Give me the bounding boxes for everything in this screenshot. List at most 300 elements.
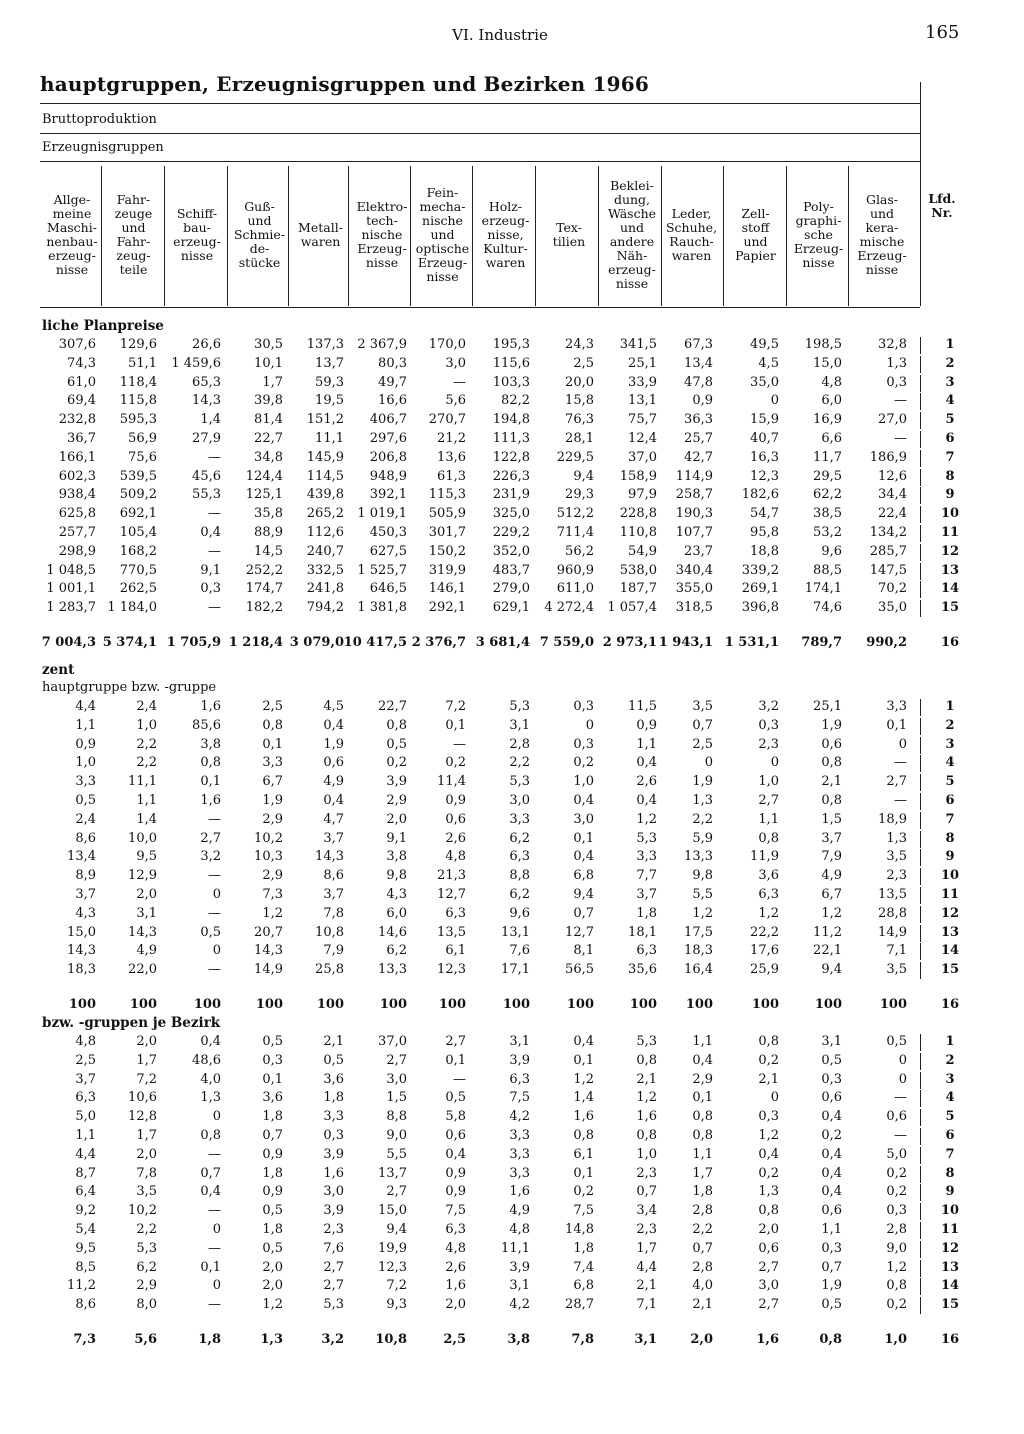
table-cell: 3,0 bbox=[573, 812, 594, 827]
row-number: 9 bbox=[945, 1184, 955, 1199]
table-cell: 146,1 bbox=[428, 581, 466, 596]
table-cell: 0,5 bbox=[386, 737, 407, 752]
table-cell: 81,4 bbox=[254, 412, 283, 427]
row-number: 6 bbox=[945, 431, 955, 446]
table-cell: 7,5 bbox=[445, 1203, 466, 1218]
table-cell: 483,7 bbox=[492, 563, 530, 578]
column-header: Tex- tilien bbox=[552, 220, 586, 249]
table-cell: 65,3 bbox=[192, 375, 221, 390]
table-cell: 115,8 bbox=[119, 393, 157, 408]
table-cell: 6,3 bbox=[75, 1090, 96, 1105]
table-cell: 0,4 bbox=[692, 1053, 713, 1068]
table-cell: 8,6 bbox=[75, 831, 96, 846]
table-cell: 0 bbox=[212, 1278, 221, 1293]
table-total-row bbox=[0, 996, 1000, 1014]
table-cell: 0,5 bbox=[821, 1053, 842, 1068]
table-cell: 9,6 bbox=[509, 906, 530, 921]
table-cell: 7,8 bbox=[323, 906, 344, 921]
table-cell: 1 218,4 bbox=[228, 635, 283, 650]
table-cell: 21,2 bbox=[437, 431, 466, 446]
table-cell: 3,7 bbox=[636, 887, 657, 902]
table-cell: 2,0 bbox=[262, 1278, 283, 1293]
table-cell: 292,1 bbox=[428, 600, 466, 615]
table-cell: 28,8 bbox=[878, 906, 907, 921]
table-cell: 9,8 bbox=[692, 868, 713, 883]
table-cell: 103,3 bbox=[492, 375, 530, 390]
table-cell: 0,9 bbox=[445, 1184, 466, 1199]
table-cell: 2,0 bbox=[136, 1147, 157, 1162]
table-cell: 9,1 bbox=[386, 831, 407, 846]
column-header: Poly- graphi- sche Erzeug- nisse bbox=[793, 199, 844, 270]
table-cell: 37,0 bbox=[378, 1034, 407, 1049]
table-cell: 0,8 bbox=[386, 718, 407, 733]
table-cell: 12,8 bbox=[128, 1109, 157, 1124]
rule bbox=[920, 718, 921, 735]
table-row bbox=[0, 830, 1000, 848]
table-cell: 2,7 bbox=[386, 1184, 407, 1199]
table-cell: 339,2 bbox=[741, 563, 779, 578]
table-cell: 646,5 bbox=[369, 581, 407, 596]
table-cell: 0,8 bbox=[821, 755, 842, 770]
table-cell: 9,3 bbox=[386, 1297, 407, 1312]
table-cell: 23,7 bbox=[684, 544, 713, 559]
rule bbox=[920, 487, 921, 504]
table-cell: 3,1 bbox=[821, 1034, 842, 1049]
rule bbox=[920, 1203, 921, 1220]
table-cell: 0,5 bbox=[262, 1241, 283, 1256]
table-cell: 18,8 bbox=[750, 544, 779, 559]
table-cell: 9,5 bbox=[136, 849, 157, 864]
table-cell: 206,8 bbox=[369, 450, 407, 465]
table-cell: 4 272,4 bbox=[544, 600, 594, 615]
table-cell: 147,5 bbox=[869, 563, 907, 578]
table-cell: 0,9 bbox=[445, 1166, 466, 1181]
table-cell: 258,7 bbox=[675, 487, 713, 502]
table-cell: 2,0 bbox=[445, 1297, 466, 1312]
table-cell: 8,0 bbox=[136, 1297, 157, 1312]
table-cell: 7,2 bbox=[445, 699, 466, 714]
section-heading: liche Planpreise bbox=[42, 318, 164, 334]
table-cell: 2,2 bbox=[692, 1222, 713, 1237]
table-cell: 0,5 bbox=[262, 1034, 283, 1049]
column-separator bbox=[661, 166, 662, 306]
table-cell: 129,6 bbox=[119, 337, 157, 352]
table-cell: 100 bbox=[379, 997, 407, 1012]
table-cell: 1,0 bbox=[573, 774, 594, 789]
table-cell: 1,2 bbox=[636, 812, 657, 827]
table-cell: 1,6 bbox=[445, 1278, 466, 1293]
table-cell: — bbox=[894, 755, 907, 770]
table-cell: 5,3 bbox=[323, 1297, 344, 1312]
table-cell: — bbox=[453, 375, 466, 390]
table-cell: 0 bbox=[212, 1222, 221, 1237]
table-cell: 3,5 bbox=[886, 849, 907, 864]
table-cell: 2,8 bbox=[886, 1222, 907, 1237]
label-bruttoproduktion: Bruttoproduktion bbox=[42, 112, 157, 127]
table-cell: 539,5 bbox=[119, 469, 157, 484]
table-cell: 1,0 bbox=[136, 718, 157, 733]
table-cell: 0,4 bbox=[636, 793, 657, 808]
table-cell: 25,9 bbox=[750, 962, 779, 977]
table-cell: 0,1 bbox=[573, 1166, 594, 1181]
table-row bbox=[0, 1146, 1000, 1164]
table-cell: 4,5 bbox=[758, 356, 779, 371]
table-cell: 1,4 bbox=[136, 812, 157, 827]
table-cell: 11,1 bbox=[501, 1241, 530, 1256]
column-header: Zell- stoff und Papier bbox=[735, 206, 776, 263]
column-separator bbox=[348, 166, 349, 306]
table-cell: 27,9 bbox=[192, 431, 221, 446]
section-heading: zent bbox=[42, 662, 75, 678]
row-number: 11 bbox=[940, 1222, 960, 1237]
table-cell: 5,6 bbox=[445, 393, 466, 408]
table-cell: 36,7 bbox=[67, 431, 96, 446]
rule bbox=[920, 337, 921, 354]
rule bbox=[920, 450, 921, 467]
table-cell: 7,9 bbox=[323, 943, 344, 958]
table-cell: 0,2 bbox=[758, 1053, 779, 1068]
table-cell: 9,4 bbox=[573, 887, 594, 902]
table-row bbox=[0, 449, 1000, 467]
table-cell: 100 bbox=[129, 997, 157, 1012]
table-cell: 948,9 bbox=[369, 469, 407, 484]
table-cell: 1,8 bbox=[262, 1222, 283, 1237]
table-cell: — bbox=[208, 450, 221, 465]
table-cell: 20,0 bbox=[565, 375, 594, 390]
table-cell: 2,1 bbox=[821, 774, 842, 789]
table-cell: 2,8 bbox=[692, 1260, 713, 1275]
table-cell: 6,1 bbox=[445, 943, 466, 958]
table-cell: 0,2 bbox=[386, 755, 407, 770]
table-cell: 1,3 bbox=[692, 793, 713, 808]
table-cell: 0,8 bbox=[821, 793, 842, 808]
table-cell: 341,5 bbox=[619, 337, 657, 352]
table-cell: 0,6 bbox=[445, 1128, 466, 1143]
table-cell: 2,3 bbox=[636, 1166, 657, 1181]
table-cell: 4,9 bbox=[323, 774, 344, 789]
table-cell: 938,4 bbox=[58, 487, 96, 502]
row-number: 1 bbox=[945, 699, 955, 714]
table-cell: 0,8 bbox=[200, 1128, 221, 1143]
table-cell: 13,3 bbox=[684, 849, 713, 864]
table-cell: 3,3 bbox=[509, 1166, 530, 1181]
table-cell: 13,7 bbox=[378, 1166, 407, 1181]
table-cell: 4,8 bbox=[445, 1241, 466, 1256]
table-cell: 1 705,9 bbox=[166, 635, 221, 650]
table-cell: 0,7 bbox=[692, 718, 713, 733]
table-cell: 0,1 bbox=[200, 774, 221, 789]
row-number: 15 bbox=[940, 962, 960, 977]
table-cell: 0,7 bbox=[200, 1166, 221, 1181]
table-cell: 1,9 bbox=[821, 1278, 842, 1293]
table-cell: 0,2 bbox=[886, 1166, 907, 1181]
table-cell: 174,7 bbox=[245, 581, 283, 596]
rule bbox=[40, 133, 920, 134]
table-cell: 25,7 bbox=[684, 431, 713, 446]
table-cell: 16,4 bbox=[684, 962, 713, 977]
rule bbox=[920, 1147, 921, 1164]
rule bbox=[920, 82, 921, 306]
table-cell: 2,4 bbox=[75, 812, 96, 827]
table-cell: 7,5 bbox=[509, 1090, 530, 1105]
table-cell: 0 bbox=[770, 393, 779, 408]
table-cell: 3,8 bbox=[200, 737, 221, 752]
rule bbox=[920, 1090, 921, 1107]
table-cell: 11,4 bbox=[437, 774, 466, 789]
table-cell: 3,2 bbox=[758, 699, 779, 714]
table-cell: 0 bbox=[212, 1109, 221, 1124]
table-cell: 0,3 bbox=[886, 1203, 907, 1218]
table-row bbox=[0, 848, 1000, 866]
table-cell: 990,2 bbox=[866, 635, 907, 650]
table-cell: 9,4 bbox=[821, 962, 842, 977]
table-cell: 182,2 bbox=[245, 600, 283, 615]
table-cell: 3 079,0 bbox=[289, 635, 344, 650]
table-cell: 12,4 bbox=[628, 431, 657, 446]
table-cell: — bbox=[894, 1128, 907, 1143]
table-cell: 16,9 bbox=[813, 412, 842, 427]
table-cell: 70,2 bbox=[878, 581, 907, 596]
table-cell: 2,9 bbox=[136, 1278, 157, 1293]
table-cell: 8,8 bbox=[386, 1109, 407, 1124]
table-cell: 1,3 bbox=[886, 356, 907, 371]
table-cell: 74,3 bbox=[67, 356, 96, 371]
table-cell: 6,4 bbox=[75, 1184, 96, 1199]
table-cell: 0,9 bbox=[445, 793, 466, 808]
row-number: 3 bbox=[945, 1072, 955, 1087]
table-cell: 0,5 bbox=[886, 1034, 907, 1049]
table-cell: 2,0 bbox=[136, 887, 157, 902]
table-cell: 1,6 bbox=[323, 1166, 344, 1181]
table-cell: 9,2 bbox=[75, 1203, 96, 1218]
table-cell: 3,0 bbox=[509, 793, 530, 808]
table-cell: 118,4 bbox=[119, 375, 157, 390]
table-cell: 0,8 bbox=[636, 1053, 657, 1068]
table-cell: 0 bbox=[212, 887, 221, 902]
table-cell: 14,9 bbox=[254, 962, 283, 977]
table-cell: 42,7 bbox=[684, 450, 713, 465]
table-cell: 12,7 bbox=[437, 887, 466, 902]
table-cell: 1,8 bbox=[692, 1184, 713, 1199]
row-number: 5 bbox=[945, 412, 955, 427]
table-cell: 7,7 bbox=[636, 868, 657, 883]
table-cell: 5,6 bbox=[134, 1332, 157, 1347]
table-cell: 0,3 bbox=[886, 375, 907, 390]
table-cell: 8,6 bbox=[75, 1297, 96, 1312]
table-cell: 1,6 bbox=[636, 1109, 657, 1124]
table-cell: 6,3 bbox=[445, 906, 466, 921]
table-cell: 3,7 bbox=[323, 887, 344, 902]
table-cell: 13,4 bbox=[67, 849, 96, 864]
table-cell: 5,3 bbox=[509, 774, 530, 789]
table-cell: 0,2 bbox=[573, 755, 594, 770]
table-cell: 240,7 bbox=[306, 544, 344, 559]
table-cell: 1,2 bbox=[262, 906, 283, 921]
table-cell: 625,8 bbox=[58, 506, 96, 521]
table-cell: 4,9 bbox=[509, 1203, 530, 1218]
row-number: 8 bbox=[945, 831, 955, 846]
table-cell: 3,8 bbox=[507, 1332, 530, 1347]
table-cell: 0,8 bbox=[636, 1128, 657, 1143]
table-cell: 0 bbox=[770, 1090, 779, 1105]
table-cell: 15,0 bbox=[67, 925, 96, 940]
table-cell: 105,4 bbox=[119, 525, 157, 540]
rule bbox=[40, 307, 920, 308]
table-cell: 22,7 bbox=[254, 431, 283, 446]
table-row bbox=[0, 754, 1000, 772]
table-cell: 1,0 bbox=[884, 1332, 907, 1347]
table-cell: 36,3 bbox=[684, 412, 713, 427]
rule bbox=[920, 1297, 921, 1314]
rule bbox=[920, 393, 921, 410]
table-row bbox=[0, 1033, 1000, 1051]
table-cell: 14,3 bbox=[192, 393, 221, 408]
table-cell: 150,2 bbox=[428, 544, 466, 559]
row-number: 10 bbox=[940, 868, 960, 883]
table-cell: 0,4 bbox=[821, 1166, 842, 1181]
table-cell: 11,1 bbox=[315, 431, 344, 446]
table-cell: — bbox=[453, 737, 466, 752]
table-cell: 1,7 bbox=[692, 1166, 713, 1181]
table-cell: 3,3 bbox=[636, 849, 657, 864]
table-cell: 2,9 bbox=[262, 812, 283, 827]
table-cell: 319,9 bbox=[428, 563, 466, 578]
table-cell: 12,6 bbox=[878, 469, 907, 484]
table-cell: 0,5 bbox=[445, 1090, 466, 1105]
table-cell: 340,4 bbox=[675, 563, 713, 578]
table-cell: 770,5 bbox=[119, 563, 157, 578]
table-cell: 4,9 bbox=[136, 943, 157, 958]
table-cell: 3,6 bbox=[262, 1090, 283, 1105]
table-cell: 10,2 bbox=[128, 1203, 157, 1218]
table-cell: 0,3 bbox=[573, 699, 594, 714]
table-cell: 3,1 bbox=[634, 1332, 657, 1347]
row-number: 4 bbox=[945, 393, 955, 408]
table-cell: 0,4 bbox=[636, 755, 657, 770]
table-cell: 1 459,6 bbox=[171, 356, 221, 371]
table-cell: 2,7 bbox=[758, 1297, 779, 1312]
table-row bbox=[0, 1240, 1000, 1258]
table-cell: 0 bbox=[212, 943, 221, 958]
table-cell: 110,8 bbox=[619, 525, 657, 540]
table-cell: 35,0 bbox=[750, 375, 779, 390]
table-row bbox=[0, 886, 1000, 904]
rule bbox=[920, 831, 921, 848]
table-row bbox=[0, 1108, 1000, 1126]
table-cell: 0,2 bbox=[445, 755, 466, 770]
row-number: 9 bbox=[945, 487, 955, 502]
table-cell: — bbox=[208, 1241, 221, 1256]
table-cell: 4,2 bbox=[509, 1109, 530, 1124]
row-number: 12 bbox=[940, 1241, 960, 1256]
rule bbox=[920, 774, 921, 791]
table-cell: 0,5 bbox=[200, 925, 221, 940]
table-cell: 0,6 bbox=[323, 755, 344, 770]
table-cell: 7 004,3 bbox=[41, 635, 96, 650]
table-cell: 49,5 bbox=[750, 337, 779, 352]
table-cell: 450,3 bbox=[369, 525, 407, 540]
table-cell: 0,1 bbox=[200, 1260, 221, 1275]
table-cell: 4,4 bbox=[75, 699, 96, 714]
rule bbox=[920, 356, 921, 373]
table-cell: — bbox=[208, 868, 221, 883]
table-cell: 4,8 bbox=[75, 1034, 96, 1049]
table-cell: 1 531,1 bbox=[724, 635, 779, 650]
rule bbox=[40, 161, 920, 162]
table-cell: 5,3 bbox=[636, 1034, 657, 1049]
table-cell: 0,8 bbox=[692, 1109, 713, 1124]
table-cell: 100 bbox=[566, 997, 594, 1012]
table-cell: 7,2 bbox=[136, 1072, 157, 1087]
table-cell: 0,1 bbox=[445, 1053, 466, 1068]
row-number: 1 bbox=[945, 1034, 955, 1049]
table-cell: 12,3 bbox=[437, 962, 466, 977]
rule bbox=[920, 1241, 921, 1258]
table-cell: 100 bbox=[685, 997, 713, 1012]
table-cell: 512,2 bbox=[556, 506, 594, 521]
table-cell: 3,7 bbox=[75, 1072, 96, 1087]
table-cell: 5,3 bbox=[636, 831, 657, 846]
table-cell: 3,9 bbox=[509, 1053, 530, 1068]
table-cell: 10,3 bbox=[254, 849, 283, 864]
table-cell: 7,6 bbox=[509, 943, 530, 958]
table-cell: 1,2 bbox=[758, 906, 779, 921]
row-number: 2 bbox=[945, 1053, 955, 1068]
table-cell: 22,7 bbox=[378, 699, 407, 714]
table-cell: 325,0 bbox=[492, 506, 530, 521]
table-cell: 25,8 bbox=[315, 962, 344, 977]
table-cell: 2,7 bbox=[323, 1260, 344, 1275]
table-row bbox=[0, 562, 1000, 580]
rule bbox=[920, 699, 921, 716]
table-cell: 9,8 bbox=[386, 868, 407, 883]
row-number: 8 bbox=[945, 1166, 955, 1181]
table-cell: 37,0 bbox=[628, 450, 657, 465]
table-cell: 195,3 bbox=[492, 337, 530, 352]
row-number: 1 bbox=[945, 337, 955, 352]
rule bbox=[920, 925, 921, 942]
table-cell: 82,2 bbox=[501, 393, 530, 408]
row-number: 4 bbox=[945, 755, 955, 770]
table-cell: 1,9 bbox=[692, 774, 713, 789]
table-cell: 166,1 bbox=[58, 450, 96, 465]
table-cell: 3,2 bbox=[200, 849, 221, 864]
table-cell: 1,8 bbox=[198, 1332, 221, 1347]
table-cell: 1,2 bbox=[692, 906, 713, 921]
table-total-row bbox=[0, 1331, 1000, 1349]
table-cell: — bbox=[208, 1147, 221, 1162]
row-number: 16 bbox=[940, 1332, 960, 1347]
table-cell: 505,9 bbox=[428, 506, 466, 521]
table-cell: 20,7 bbox=[254, 925, 283, 940]
rule bbox=[920, 581, 921, 598]
table-cell: 0 bbox=[585, 718, 594, 733]
table-cell: 2,1 bbox=[636, 1278, 657, 1293]
table-cell: 231,9 bbox=[492, 487, 530, 502]
table-cell: 6,0 bbox=[821, 393, 842, 408]
table-cell: 0,2 bbox=[886, 1184, 907, 1199]
table-cell: 6,3 bbox=[509, 849, 530, 864]
table-cell: 88,5 bbox=[813, 563, 842, 578]
table-cell: 6,2 bbox=[386, 943, 407, 958]
table-cell: 7,1 bbox=[886, 943, 907, 958]
table-cell: 4,4 bbox=[75, 1147, 96, 1162]
table-cell: 1,5 bbox=[386, 1090, 407, 1105]
table-cell: 3,3 bbox=[75, 774, 96, 789]
rule bbox=[920, 563, 921, 580]
table-cell: 0,4 bbox=[573, 793, 594, 808]
table-cell: 7,8 bbox=[571, 1332, 594, 1347]
